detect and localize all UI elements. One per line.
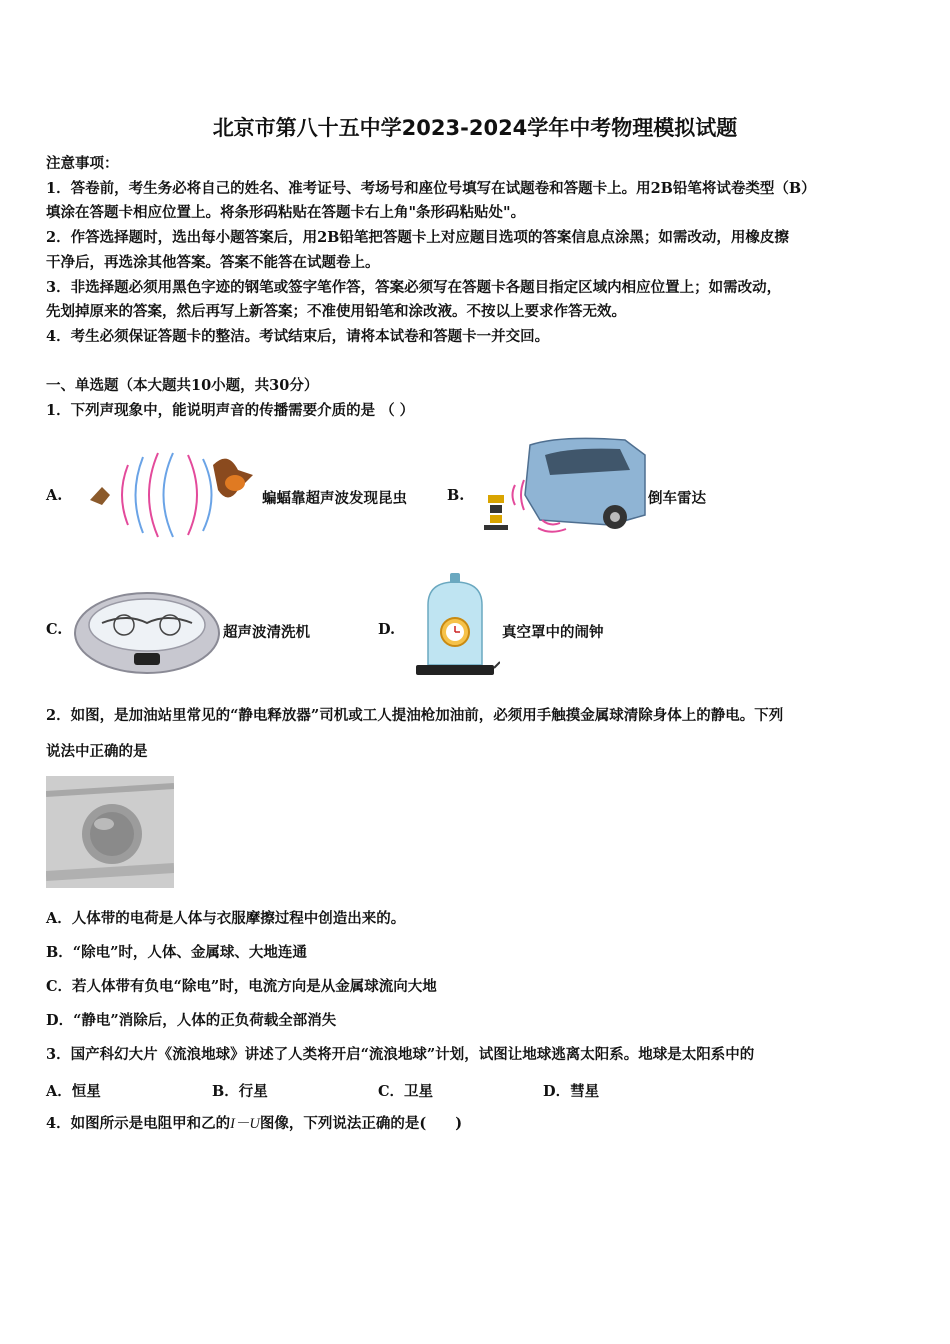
notice-line: 干净后，再选涂其他答案。答案不能答在试题卷上。 (46, 254, 380, 271)
option-c-text: 超声波清洗机 (223, 624, 310, 641)
sound-wave (149, 453, 158, 537)
option-b-text: 倒车雷达 (648, 490, 706, 507)
question-2-stem: 说法中正确的是 (46, 743, 148, 760)
sound-wave (164, 453, 174, 537)
bat-ultrasound-illustration (88, 445, 260, 545)
option-d-text: 真空罩中的闹钟 (502, 624, 604, 641)
notice-heading: 注意事项： (46, 155, 119, 172)
insect-icon (90, 487, 110, 505)
question-3-option: B．行星 (212, 1083, 268, 1100)
notice-line: 填涂在答题卡相应位置上。将条形码粘贴在答题卡右上角"条形码粘贴处"。 (46, 204, 526, 221)
bell-jar-clock-illustration (410, 570, 500, 678)
sound-wave (136, 457, 144, 533)
notice-line: 1．答卷前，考生务必将自己的姓名、准考证号、考场号和座位号填写在试题卷和答题卡上。用2B铅笔将试卷类型（B） (46, 180, 816, 197)
question-2-option: C．若人体带有负电“除电”时，电流方向是从金属球流向大地 (46, 978, 437, 995)
question-2-option: D．“静电”消除后，人体的正负荷载全部消失 (46, 1012, 337, 1029)
static-discharger-photo (46, 776, 174, 888)
option-d-letter: D. (378, 621, 396, 638)
question-2-option: A．人体带的电荷是人体与衣服摩擦过程中创造出来的。 (46, 910, 406, 927)
option-c-letter: C. (46, 621, 63, 638)
question-3-stem: 3．国产科幻大片《流浪地球》讲述了人类将开启“流浪地球”计划，试图让地球逃离太阳系。地球是太阳系中的 (46, 1046, 755, 1063)
section-heading: 一、单选题（本大题共10小题，共30分） (46, 377, 319, 394)
ultrasonic-cleaner-illustration (72, 585, 222, 675)
question-1-stem: 1．下列声现象中，能说明声音的传播需要介质的是 （ ） (46, 402, 415, 419)
option-a-letter: A. (46, 487, 63, 504)
sound-wave (122, 465, 128, 525)
traffic-cone-icon (484, 495, 508, 530)
question-4-stem (46, 1114, 462, 1134)
notice-line: 先划掉原来的答案，然后再写上新答案；不准使用铅笔和涂改液。不按以上要求作答无效。 (46, 303, 626, 320)
sound-wave (513, 485, 516, 505)
sound-wave (521, 480, 524, 510)
page-title: 北京市第八十五中学2023-2024学年中考物理模拟试题 (212, 116, 738, 140)
sound-wave (188, 455, 197, 535)
notice-line: 3．非选择题必须用黑色字迹的钢笔或签字笔作答，答案必须写在答题卡各题目指定区域内相应位置上；如需改动， (46, 279, 782, 296)
question-3-option: D．彗星 (543, 1083, 600, 1100)
reversing-radar-illustration (480, 435, 648, 533)
question-2-stem: 2．如图，是加油站里常见的“静电释放器”司机或工人提油枪加油前，必须用手触摸金属球清除身体上的静电。下列 (46, 707, 784, 724)
option-b-letter: B. (447, 487, 465, 504)
question-4-stem-prefix: 4．如图所示是电阻甲和乙的 (46, 1115, 231, 1132)
question-3-option: A．恒星 (46, 1083, 101, 1100)
question-4-stem-suffix: 图像，下列说法正确的是( ) (259, 1115, 463, 1132)
question-3-option: C．卫星 (378, 1083, 434, 1100)
sound-wave (538, 528, 566, 532)
option-a-text: 蝙蝠靠超声波发现昆虫 (262, 490, 407, 507)
question-4-variable: I－U (230, 1116, 260, 1132)
notice-line: 2．作答选择题时，选出每小题答案后，用2B铅笔把答题卡上对应题目选项的答案信息点涂黑；如需改动，用橡皮擦 (46, 229, 789, 246)
sound-wave (203, 459, 212, 531)
question-2-option: B．“除电”时，人体、金属球、大地连通 (46, 944, 307, 961)
notice-line: 4．考生必须保证答题卡的整洁。考试结束后，请将本试卷和答题卡一并交回。 (46, 328, 550, 345)
